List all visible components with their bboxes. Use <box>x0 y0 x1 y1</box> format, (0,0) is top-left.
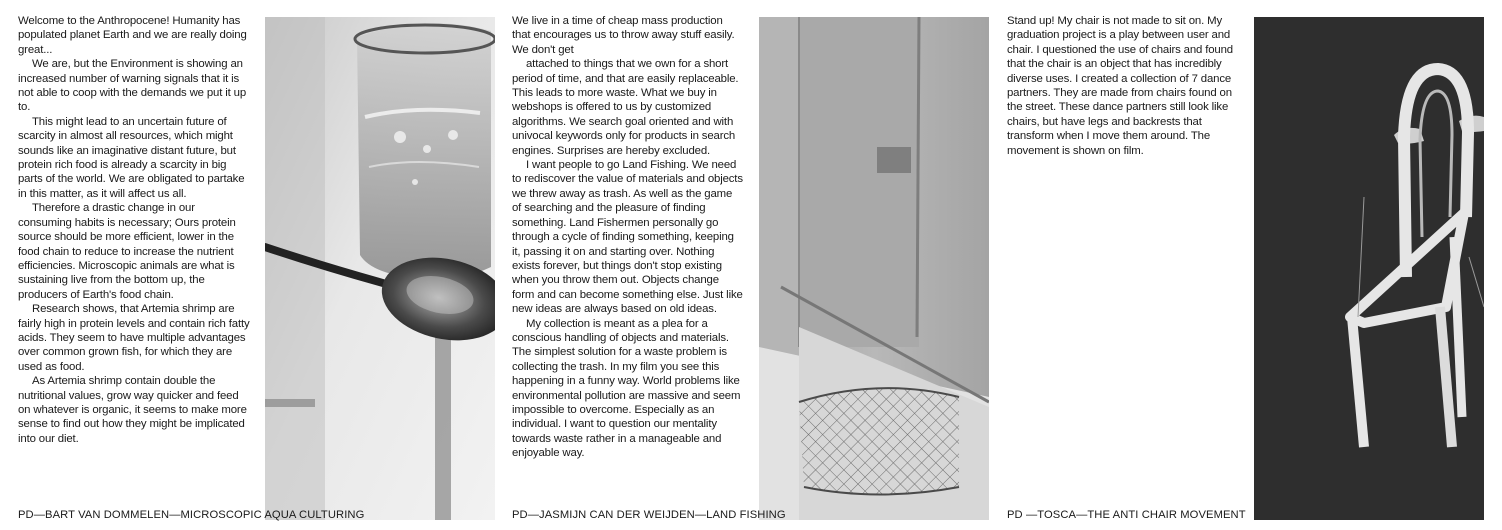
paragraph: We are, but the Environment is showing an increased number of warning signals that it is not able to coop with the demands we put it up to. <box>18 58 247 114</box>
caption-land-fishing: PD—JASMIJN CAN DER WEIJDEN—LAND FISHING <box>512 509 786 521</box>
paragraph: Research shows, that Artemia shrimp are fairly high in protein levels and contain rich fatty acids. They seem to have multiple advantages over common grown fish, for which they are used as food. <box>18 303 250 373</box>
photo-spoon-and-glass <box>265 17 495 520</box>
article-text-anti-chair <box>1007 14 1239 158</box>
paragraph: Therefore a drastic change in our consuming habits is necessary; Ours protein source should be more efficient, lower in the food chain to reduce to increase the nutrient efficiencies. Microscopic animals are what is sustaining live from the bottom up, the producers of Earth's food chain. <box>18 202 236 301</box>
paragraph: attached to things that we own for a short period of time, and that are easily replaceable. This leads to more waste. What we buy in webshops is offered to us by customized algorithms. We search goal oriented and with univocal keywords only for products in search engines. Surprises are hereby excluded. <box>512 58 739 157</box>
caption-aqua-culturing: PD—BART VAN DOMMELEN—MICROSCOPIC AQUA CULTURING <box>18 509 365 521</box>
paragraph: This might lead to an uncertain future of scarcity in almost all resources, which might sounds like an imaginative distant future, but protein rich food is already a scarcity in big parts of the world. We are obligated to partake in this matter, as it will affect us all. <box>18 115 245 200</box>
paragraph: Welcome to the Anthropocene! Humanity has populated planet Earth and we are really doing great... <box>18 15 247 56</box>
paragraph: As Artemia shrimp contain double the nutritional values, grow way quicker and feed on whatever is organic, it seems to make more sense to find out how they might be implicated into our diet. <box>18 375 247 445</box>
paragraph: My collection is meant as a plea for a conscious handling of objects and materials. The simplest solution for a waste problem is collecting the trash. In my film you see this happening in a funny way. World problems like environmental pollution are massive and seem impossible to overcome. Especially as an individual. I want to question our mentality towards waste rather in a manageable and enjoyable way. <box>512 317 741 460</box>
article-text-land-fishing <box>512 14 744 461</box>
article-text-aqua-culturing <box>18 14 250 446</box>
paragraph: Stand up! My chair is not made to sit on. My graduation project is a play between user and chair. I questioned the use of chairs and found that the chair is an object that has incredibly diverse uses. I created a collection of 7 dance partners. They are made from chairs found on the street. These dance partners still look like chairs, but have legs and backrests that transform when I move them around. The movement is shown on film. <box>1007 15 1233 157</box>
paragraph: I want people to go Land Fishing. We need to rediscover the value of materials and objects we threw away as trash. As well as the game of searching and the pleasure of finding something. Land Fishermen personally go through a cycle of finding something, keeping it, passing it on and starting over. Nothing exists forever, but things don't stop existing when you throw them out. Objects change form and can become something else. Just like new ideas are always based on old ideas. <box>512 159 743 316</box>
photo-concrete-wall-net <box>759 17 989 520</box>
caption-anti-chair: PD —TOSCA—THE ANTI CHAIR MOVEMENT <box>1007 509 1246 521</box>
photo-chair-dance <box>1254 17 1484 520</box>
paragraph: We live in a time of cheap mass production that encourages us to throw away stuff easily. We don't get <box>512 15 735 56</box>
